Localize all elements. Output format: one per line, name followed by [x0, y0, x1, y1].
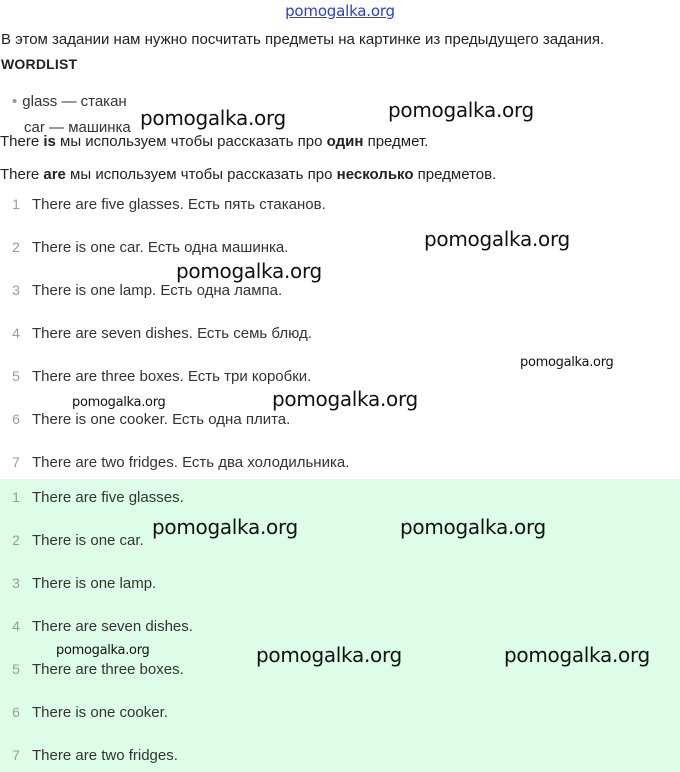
wordlist-en: glass: [22, 93, 58, 110]
item-number: 5: [12, 661, 20, 677]
item-number: 1: [12, 196, 20, 212]
item-number: 2: [12, 239, 20, 255]
wordlist-sep: —: [57, 93, 81, 110]
watermark: pomogalka.org: [272, 387, 418, 411]
watermark: pomogalka.org: [56, 643, 150, 658]
item-number: 6: [12, 411, 20, 427]
watermark: pomogalka.org: [504, 643, 650, 667]
item-number: 3: [12, 282, 20, 298]
item-number: 2: [12, 532, 20, 548]
item-number: 6: [12, 704, 20, 720]
item-text: There is one car.: [32, 532, 144, 549]
rule-is: There is мы используем чтобы рассказать про один предмет.: [0, 133, 429, 150]
item-text: There are three boxes.: [32, 661, 184, 678]
item-number: 4: [12, 325, 20, 341]
item-number: 4: [12, 618, 20, 634]
item-number: 1: [12, 489, 20, 505]
item-text: There is one lamp.: [32, 575, 157, 592]
wordlist-sep: —: [44, 119, 69, 132]
item-text: There are two fridges. Есть два холодильника.: [32, 454, 350, 471]
bullet-icon: •: [12, 93, 18, 110]
item-number: 3: [12, 575, 20, 591]
wordlist-item: [12, 93, 127, 110]
intro-text: В этом задании нам нужно посчитать предметы на картинке из предыдущего задания.: [1, 31, 605, 48]
item-text: There are five glasses. Есть пять стаканов.: [32, 196, 326, 213]
wordlist-item-clipped: [24, 119, 134, 132]
item-text: There are seven dishes.: [32, 618, 193, 635]
watermark: pomogalka.org: [388, 98, 534, 122]
item-text: There is one car. Есть одна машинка.: [32, 239, 289, 256]
watermark: pomogalka.org: [176, 259, 322, 283]
watermark: pomogalka.org: [424, 227, 570, 251]
watermark: pomogalka.org: [140, 106, 286, 130]
wordlist-ru: машинка: [68, 119, 131, 132]
item-text: There is one cooker. Есть одна плита.: [32, 411, 291, 428]
rule-keyword: is: [43, 133, 56, 150]
rule-emphasis: один: [326, 133, 364, 150]
wordlist-en: car: [24, 119, 45, 132]
item-number: 7: [12, 454, 20, 470]
item-text: There are five glasses.: [32, 489, 184, 506]
watermark: pomogalka.org: [256, 643, 402, 667]
item-text: There are seven dishes. Есть семь блюд.: [32, 325, 312, 342]
item-text: There is one cooker.: [32, 704, 168, 721]
watermark: pomogalka.org: [72, 395, 166, 410]
rule-keyword: are: [43, 166, 66, 183]
site-header-link[interactable]: pomogalka.org: [285, 2, 395, 20]
wordlist-title: WORDLIST: [1, 56, 78, 72]
rule-emphasis: несколько: [336, 166, 414, 183]
item-number: 7: [12, 747, 20, 763]
item-text: There is one lamp. Есть одна лампа.: [32, 282, 283, 299]
wordlist-ru: стакан: [80, 93, 127, 110]
item-text: There are two fridges.: [32, 747, 178, 764]
watermark: pomogalka.org: [152, 515, 298, 539]
item-number: 5: [12, 368, 20, 384]
item-text: There are three boxes. Есть три коробки.: [32, 368, 312, 385]
rule-are: There are мы используем чтобы рассказать про несколько предметов.: [0, 166, 497, 183]
watermark: pomogalka.org: [520, 355, 614, 370]
watermark: pomogalka.org: [400, 515, 546, 539]
